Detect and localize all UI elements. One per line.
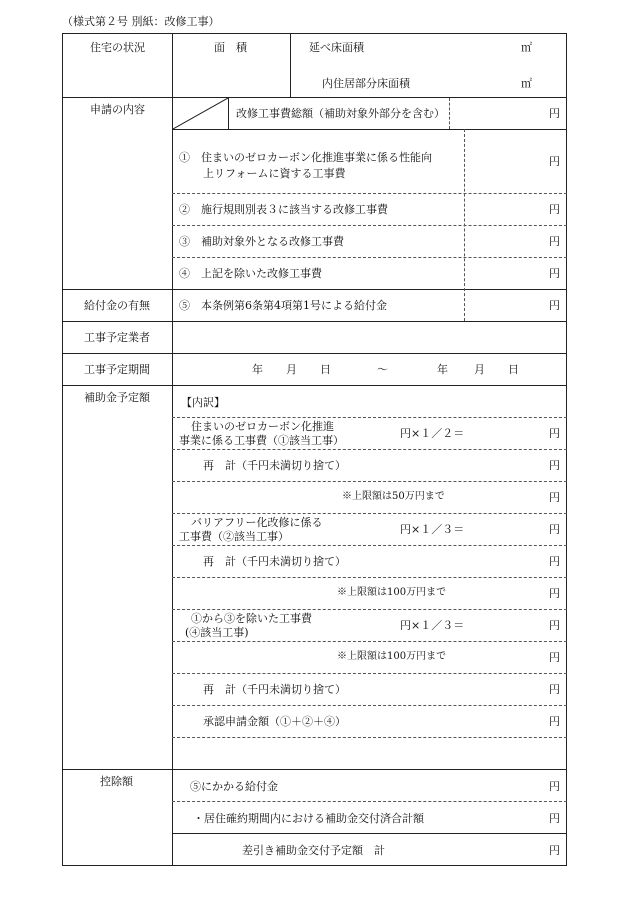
limit-50-note: ※上限額は50万円まで (342, 491, 445, 502)
total-floor-label: 延べ床面積 (309, 41, 364, 54)
deduction-benefit5-yen: 円 (549, 780, 560, 793)
approval-amount-label: 承認申請金額（①＋②＋④） (203, 715, 346, 728)
period-tilde: 〜 (377, 363, 388, 376)
subsidy-b-line2: 工事費（②該当工事） (179, 530, 289, 543)
subsidy-b-recalc: 再 計（千円未満切り捨て） (203, 555, 346, 568)
subsidy-c-yen: 円 (549, 619, 560, 632)
period-start-month: 月 (286, 363, 297, 376)
approval-amount-yen: 円 (549, 715, 560, 728)
net-total-yen: 円 (549, 844, 560, 857)
subsidy-c-line1: ①から③を除いた工事費 (191, 612, 312, 625)
resident-floor-unit: ㎡ (521, 77, 532, 90)
item5-text: ⑤ 本条例第6条第4項第1号による給付金 (179, 299, 387, 312)
resident-floor-label: 内住居部分床面積 (322, 77, 410, 90)
item3-text: ③ 補助対象外となる改修工事費 (179, 235, 344, 248)
subsidy-a-yen: 円 (549, 427, 560, 440)
subsidy-c-recalc: 再 計（千円未満切り捨て） (203, 683, 346, 696)
subsidy-a-formula: 円×１／２＝ (400, 427, 465, 440)
period-start-day: 日 (320, 363, 331, 376)
item5-yen: 円 (549, 299, 560, 312)
subsidy-b-yen: 円 (549, 523, 560, 536)
limit-100-c-yen: 円 (549, 651, 560, 664)
subsidy-a-line1: 住まいのゼロカーボン化推進 (191, 420, 334, 433)
subsidy-b-formula: 円×１／３＝ (400, 523, 465, 536)
total-floor-unit: ㎡ (521, 41, 532, 54)
application-label: 申請の内容 (90, 103, 145, 116)
form-title: （様式第２号 別紙：改修工事） (62, 15, 220, 28)
subsidy-c-line2: (④該当工事) (185, 626, 249, 639)
subsidy-c-label (179, 612, 312, 640)
period-label: 工事予定期間 (84, 363, 150, 376)
item2-text: ② 施行規則別表３に該当する改修工事費 (179, 203, 388, 216)
item1-yen: 円 (549, 155, 560, 168)
subsidy-c-formula: 円×１／３＝ (400, 619, 465, 632)
subsidy-b-line1: バリアフリー化改修に係る (191, 516, 323, 529)
subsidy-b-label (179, 516, 323, 544)
period-end-month: 月 (474, 363, 485, 376)
item4-text: ④ 上記を除いた改修工事費 (179, 267, 322, 280)
period-end-year: 年 (437, 363, 448, 376)
housing-label: 住宅の状況 (90, 41, 145, 54)
subsidy-c-recalc-yen: 円 (549, 683, 560, 696)
area-label: 面 積 (214, 41, 247, 54)
limit-100-note-c: ※上限額は100万円まで (337, 651, 447, 662)
subsidy-label: 補助金予定額 (84, 391, 150, 404)
period-start-year: 年 (252, 363, 263, 376)
item3-yen: 円 (549, 235, 560, 248)
item1-text (179, 150, 432, 182)
limit-100-b-yen: 円 (549, 587, 560, 600)
item4-yen: 円 (549, 267, 560, 280)
total-cost-yen: 円 (549, 107, 560, 120)
item1-line1: ① 住まいのゼロカーボン化推進事業に係る性能向 (179, 151, 432, 164)
subsidy-b-recalc-yen: 円 (549, 555, 560, 568)
deduction-benefit5: ⑤にかかる給付金 (190, 780, 278, 793)
period-end-day: 日 (508, 363, 519, 376)
contractor-label: 工事予定業者 (84, 331, 150, 344)
total-cost-label: 改修工事費総額（補助対象外部分を含む） (236, 107, 445, 120)
limit-100-note-b: ※上限額は100万円まで (337, 587, 447, 598)
deduction-label: 控除額 (100, 775, 133, 788)
residence-total-label: ・居住確約期間内における補助金交付済合計額 (193, 812, 424, 825)
breakdown-label: 【内訳】 (181, 396, 225, 409)
diagonal-slash (173, 98, 228, 129)
subsidy-a-label (179, 420, 344, 448)
subsidy-a-recalc: 再 計（千円未満切り捨て） (203, 459, 346, 472)
item1-line2: 上リフォームに資する工事費 (203, 167, 346, 180)
limit-50-yen: 円 (549, 491, 560, 504)
net-total-label: 差引き補助金交付予定額 計 (242, 844, 385, 857)
subsidy-a-line2: 事業に係る工事費（①該当工事） (179, 434, 344, 447)
benefit-label: 給付金の有無 (84, 299, 150, 312)
subsidy-a-recalc-yen: 円 (549, 459, 560, 472)
residence-total-yen: 円 (549, 812, 560, 825)
item2-yen: 円 (549, 203, 560, 216)
